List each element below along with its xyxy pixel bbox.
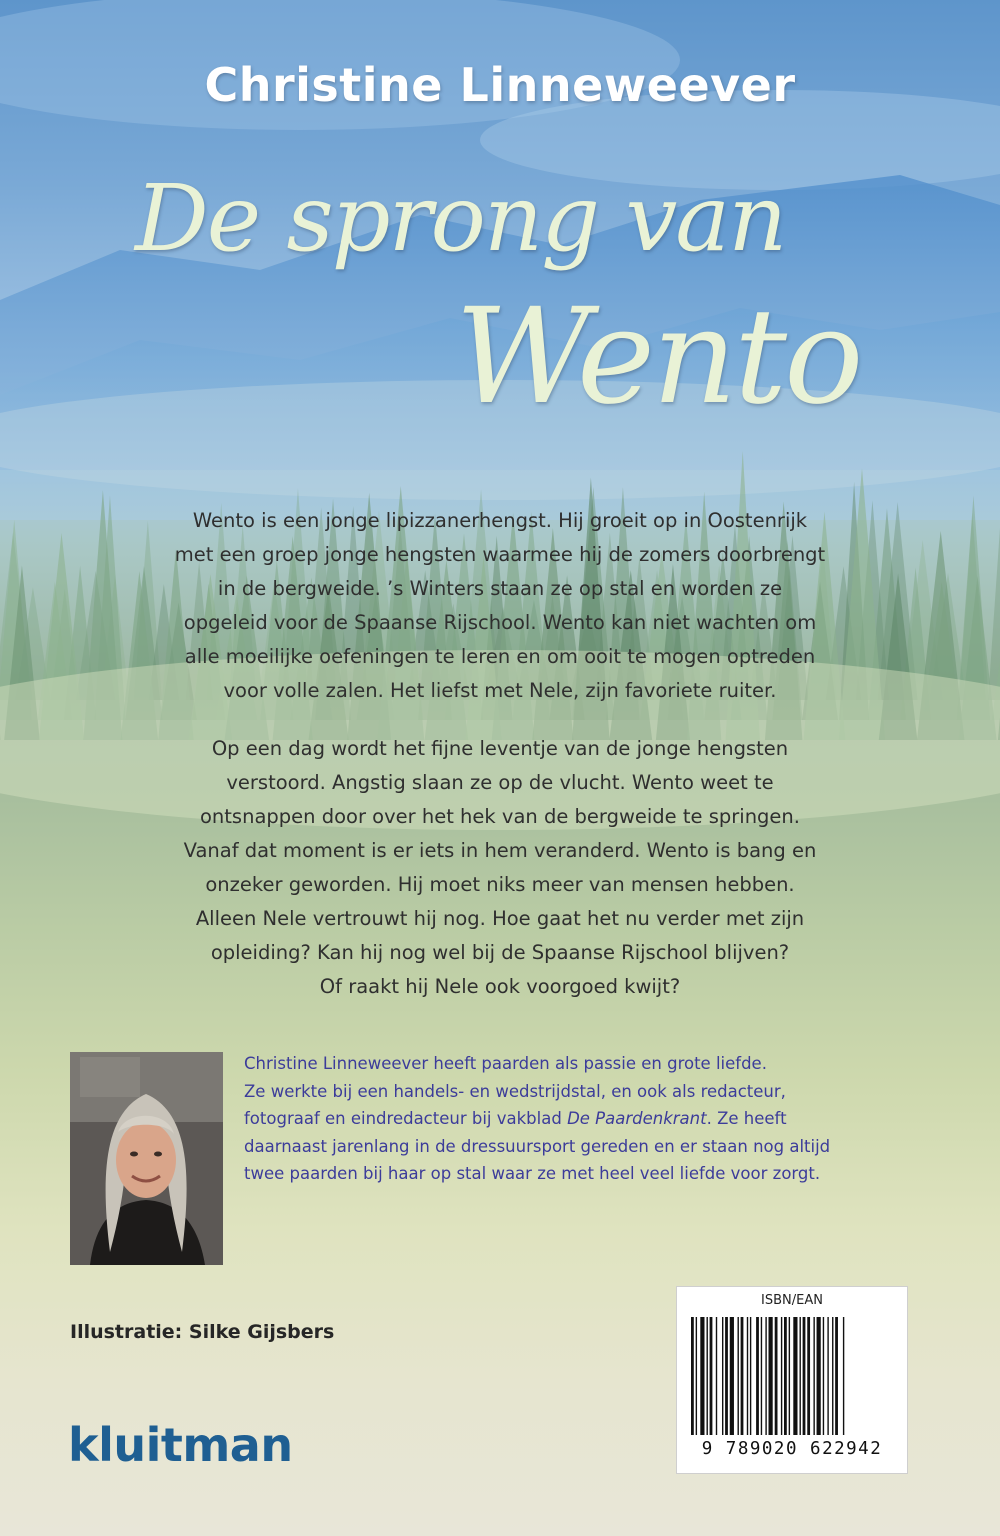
magazine-name: De Paardenkrant <box>567 1109 707 1128</box>
blurb-paragraph-1 <box>100 504 900 708</box>
blurb-line: ontsnappen door over het hek van de bergweide te springen. <box>200 805 800 828</box>
blurb-line: opgeleid voor de Spaanse Rijschool. Wento kan niet wachten om <box>183 611 817 634</box>
blurb-line: onzeker geworden. Hij moet niks meer van mensen hebben. <box>205 873 795 896</box>
bio-line-text: . Ze heeft <box>706 1109 787 1128</box>
blurb-line: Vanaf dat moment is er iets in hem veranderd. Wento is bang en <box>183 839 817 862</box>
ean-number: 9 789020 622942 <box>701 1439 883 1459</box>
blurb-line: opleiding? Kan hij nog wel bij de Spaanse Rijschool blijven? <box>210 941 790 964</box>
blurb-line: alle moeilijke oefeningen te leren en om ooit te mogen optreden <box>184 645 816 668</box>
author-name: Christine Linneweever <box>204 58 796 112</box>
bio-line: twee paarden bij haar op stal waar ze met heel veel liefde voor zorgt. <box>244 1164 821 1183</box>
book-title-line-1: De sprong van <box>135 165 786 272</box>
publisher-logo: kluitman <box>68 1418 293 1472</box>
author-bio <box>244 1050 944 1188</box>
blurb-line: verstoord. Angstig slaan ze op de vlucht. Wento weet te <box>226 771 774 794</box>
blurb-line: Wento is een jonge lipizzanerhengst. Hij groeit op in Oostenrijk <box>192 509 808 532</box>
author-photo <box>70 1052 223 1265</box>
blurb-line: met een groep jonge hengsten waarmee hij de zomers doorbrengt <box>174 543 826 566</box>
barcode-image <box>689 1317 895 1437</box>
blurb-line: Op een dag wordt het fijne leventje van de jonge hengsten <box>211 737 789 760</box>
barcode-box <box>676 1286 908 1474</box>
bio-line-text: fotograaf en eindredacteur bij vakblad <box>244 1109 568 1128</box>
bio-line: daarnaast jarenlang in de dressuursport gereden en er staan nog altijd <box>244 1136 831 1156</box>
blurb-line: Alleen Nele vertrouwt hij nog. Hoe gaat het nu verder met zijn <box>195 907 805 930</box>
bio-line: Christine Linneweever heeft paarden als passie en grote liefde. <box>244 1054 767 1073</box>
bio-line: Ze werkte bij een handels- en wedstrijdstal, en ook als redacteur, <box>244 1081 786 1101</box>
blurb-line: Of raakt hij Nele ook voorgoed kwijt? <box>319 975 681 998</box>
illustrator-credit: Illustratie: Silke Gijsbers <box>70 1321 335 1343</box>
bio-line <box>244 1105 944 1133</box>
blurb-line: voor volle zalen. Het liefst met Nele, zijn favoriete ruiter. <box>223 679 777 702</box>
blurb-paragraph-2 <box>100 732 900 1004</box>
isbn-label: ISBN/EAN <box>761 1293 823 1308</box>
blurb-line: in de bergweide. ’s Winters staan ze op stal en worden ze <box>217 577 783 600</box>
book-title-line-2: Wento <box>455 280 861 434</box>
